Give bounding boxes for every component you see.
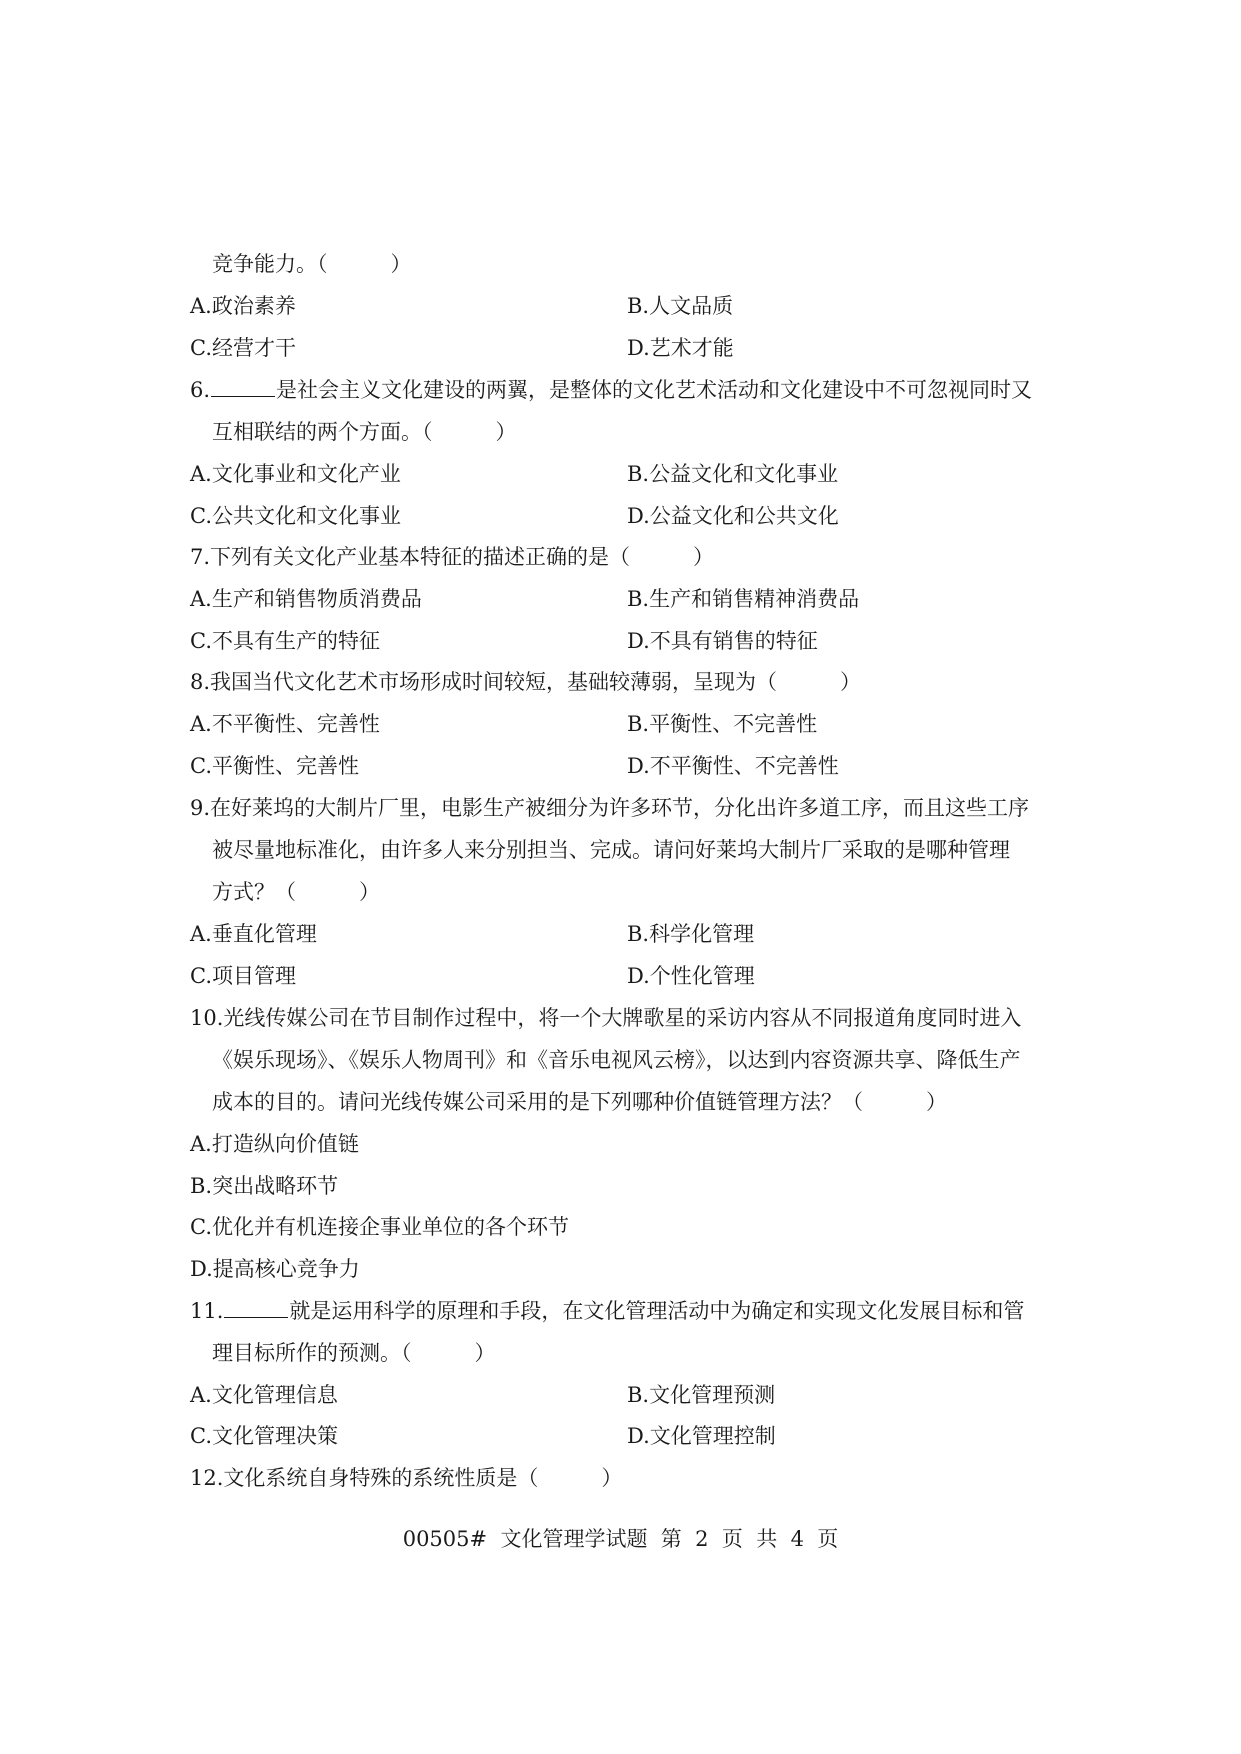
q7-option-a: A.生产和销售物质消费品 bbox=[190, 587, 422, 611]
q8-options-row-2 bbox=[190, 752, 1060, 780]
page-footer: 00505# 文化管理学试题 第 2 页 共 4 页 bbox=[402, 1527, 839, 1551]
q6-option-b: B.公益文化和文化事业 bbox=[627, 462, 839, 486]
q5-option-d: D.艺术才能 bbox=[627, 336, 734, 360]
q6-stem-text: 是社会主义文化建设的两翼，是整体的文化艺术活动和文化建设中不可忽视同时又 bbox=[276, 378, 1033, 402]
q11-stem-line-1 bbox=[190, 1297, 1060, 1325]
q9-stem-line-3: 方式？（ ） bbox=[212, 880, 380, 904]
q8-option-c: C.平衡性、完善性 bbox=[190, 754, 359, 778]
q7-option-d: D.不具有销售的特征 bbox=[627, 629, 818, 653]
q6-option-d: D.公益文化和公共文化 bbox=[627, 504, 839, 528]
q8-option-d: D.不平衡性、不完善性 bbox=[627, 754, 839, 778]
q11-number: 11. bbox=[190, 1299, 224, 1323]
q6-number: 6. bbox=[190, 378, 211, 402]
q10-option-d: D.提高核心竞争力 bbox=[190, 1257, 360, 1281]
q12-stem: 12.文化系统自身特殊的系统性质是（ ） bbox=[190, 1466, 623, 1490]
q10-stem-line-1: 10.光线传媒公司在节目制作过程中，将一个大牌歌星的采访内容从不同报道角度同时进入 bbox=[190, 1006, 1022, 1030]
q9-option-a: A.垂直化管理 bbox=[190, 922, 317, 946]
q6-options-row-1 bbox=[190, 460, 1060, 488]
q11-option-a: A.文化管理信息 bbox=[190, 1383, 338, 1407]
q11-fill-blank bbox=[224, 1297, 288, 1318]
q5-option-c: C.经营才干 bbox=[190, 336, 296, 360]
q7-options-row-1 bbox=[190, 585, 1060, 613]
q5-option-a: A.政治素养 bbox=[190, 294, 296, 318]
q6-option-c: C.公共文化和文化事业 bbox=[190, 504, 401, 528]
q9-option-b: B.科学化管理 bbox=[627, 922, 755, 946]
q6-options-row-2 bbox=[190, 502, 1060, 530]
q10-option-a: A.打造纵向价值链 bbox=[190, 1132, 359, 1156]
q5-options-row-1 bbox=[190, 292, 1060, 320]
q7-option-b: B.生产和销售精神消费品 bbox=[627, 587, 860, 611]
q8-option-b: B.平衡性、不完善性 bbox=[627, 712, 818, 736]
q9-option-c: C.项目管理 bbox=[190, 964, 296, 988]
q5-options-row-2 bbox=[190, 334, 1060, 362]
q11-options-row-1 bbox=[190, 1381, 1060, 1409]
q9-stem-line-2: 被尽量地标准化，由许多人来分别担当、完成。请问好莱坞大制片厂采取的是哪种管理 bbox=[212, 838, 1010, 862]
q9-options-row-2 bbox=[190, 962, 1060, 990]
q6-stem-line-2: 互相联结的两个方面。（ ） bbox=[212, 420, 517, 444]
q11-option-d: D.文化管理控制 bbox=[627, 1424, 776, 1448]
q11-stem-line-2: 理目标所作的预测。（ ） bbox=[212, 1341, 496, 1365]
q9-stem-line-1: 9.在好莱坞的大制片厂里，电影生产被细分为许多环节，分化出许多道工序，而且这些工序 bbox=[190, 796, 1030, 820]
q7-stem: 7.下列有关文化产业基本特征的描述正确的是（ ） bbox=[190, 545, 715, 569]
q5-stem-tail: 竞争能力。（ ） bbox=[212, 252, 412, 276]
q11-stem-text: 就是运用科学的原理和手段，在文化管理活动中为确定和实现文化发展目标和管 bbox=[289, 1299, 1025, 1323]
q11-option-b: B.文化管理预测 bbox=[627, 1383, 776, 1407]
q9-option-d: D.个性化管理 bbox=[627, 964, 755, 988]
q6-stem-line-1 bbox=[190, 376, 1060, 404]
q6-option-a: A.文化事业和文化产业 bbox=[190, 462, 401, 486]
q10-option-b: B.突出战略环节 bbox=[190, 1174, 339, 1198]
q10-stem-line-2: 《娱乐现场》、《娱乐人物周刊》和《音乐电视风云榜》，以达到内容资源共享、降低生产 bbox=[212, 1048, 1021, 1072]
q6-fill-blank bbox=[211, 376, 275, 397]
q10-stem-line-3: 成本的目的。请问光线传媒公司采用的是下列哪种价值链管理方法？（ ） bbox=[212, 1090, 947, 1114]
q7-option-c: C.不具有生产的特征 bbox=[190, 629, 380, 653]
q8-option-a: A.不平衡性、完善性 bbox=[190, 712, 380, 736]
q5-option-b: B.人文品质 bbox=[627, 294, 734, 318]
q8-options-row-1 bbox=[190, 710, 1060, 738]
q11-option-c: C.文化管理决策 bbox=[190, 1424, 338, 1448]
q10-option-c: C.优化并有机连接企事业单位的各个环节 bbox=[190, 1215, 569, 1239]
q8-stem: 8.我国当代文化艺术市场形成时间较短，基础较薄弱，呈现为（ ） bbox=[190, 670, 862, 694]
q7-options-row-2 bbox=[190, 627, 1060, 655]
q11-options-row-2 bbox=[190, 1422, 1060, 1450]
q9-options-row-1 bbox=[190, 920, 1060, 948]
